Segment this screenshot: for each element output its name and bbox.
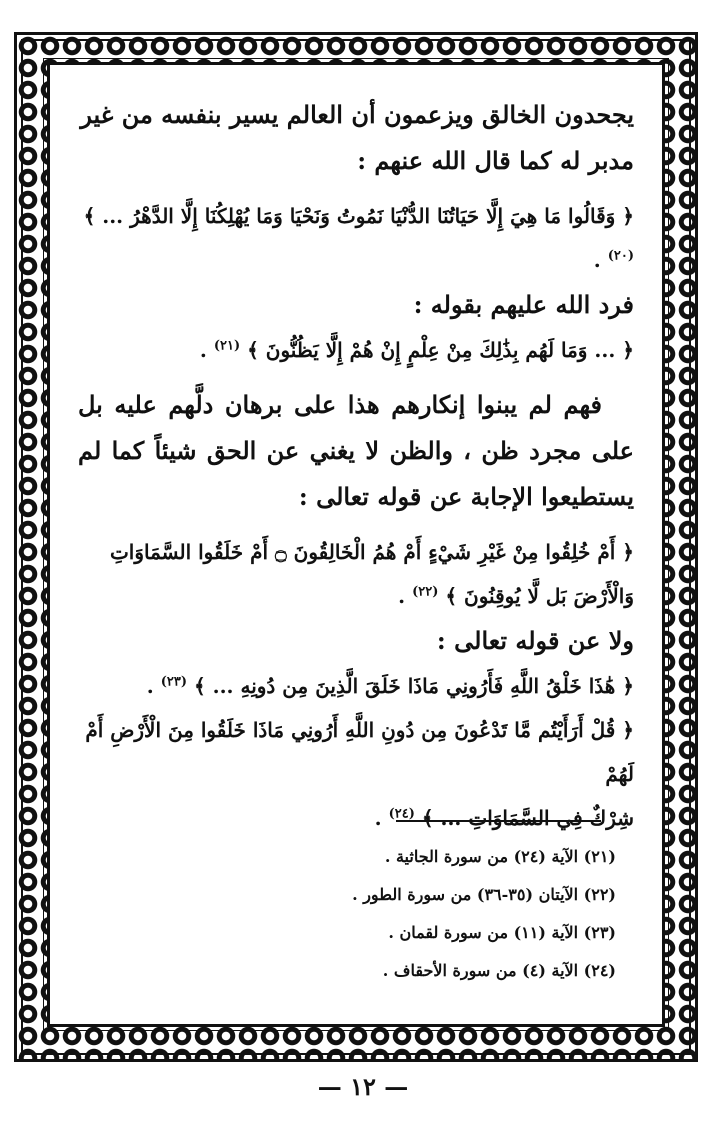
- quran-verse-5: ﴿ قُلْ أَرَأَيْتُم مَّا تَدْعُونَ مِن دُونِ اللَّهِ أَرُونِي مَاذَا خَلَقُوا مِنَ الْأَرْضِ أَمْ لَهُمْ شِرْكٌ فِي السَّمَاوَاتِ ... ﴾ $^{(٢٤)}$ .: [85, 718, 634, 830]
- quran-verse-3: ﴿ أَمْ خُلِقُوا مِنْ غَيْرِ شَيْءٍ أَمْ هُمُ الْخَالِقُونَ ۝ أَمْ خَلَقُوا السَّمَاوَاتِ وَالْأَرْضَ بَل لَّا يُوقِنُونَ ﴾ $^{(٢٢)}$ .: [109, 540, 634, 608]
- footnotes: [150, 838, 616, 990]
- footnote-item: (٢٤) الآية (٤) من سورة الأحقاف .: [382, 961, 616, 980]
- footnote-ref: (٢١): [213, 338, 241, 354]
- footnote-ref: (٢٣): [160, 674, 187, 690]
- quran-verse-1: ﴿ وَقَالُوا مَا هِيَ إِلَّا حَيَاتُنَا الدُّنْيَا نَمُوتُ وَنَحْيَا وَمَا يُهْلِكُنَا إِلَّا الدَّهْرُ ... ﴾ $^{(٢٠)}$ .: [83, 204, 634, 272]
- paragraph-intro: يجحدون الخالق ويزعمون أن العالم يسير بنفسه من غير مدبر له كما قال الله عنهم :: [80, 100, 634, 175]
- footnote-item: (٢١) الآية (٢٤) من سورة الجاثية .: [384, 847, 616, 866]
- footnote-item: (٢٢) الآيتان (٣٥-٣٦) من سورة الطور .: [352, 885, 616, 904]
- main-text: [78, 92, 634, 840]
- footnote-ref: (٢٤): [388, 806, 415, 822]
- footnote-divider: [396, 820, 601, 822]
- paragraph-transition: ولا عن قوله تعالى :: [436, 626, 634, 655]
- footnote-ref: (٢٢): [412, 584, 439, 600]
- quran-verse-2: ﴿ ... وَمَا لَهُم بِذَٰلِكَ مِنْ عِلْمٍ إِنْ هُمْ إِلَّا يَظُنُّونَ ﴾ $^{(٢١)}$ .: [199, 338, 634, 362]
- footnote-item: (٢٣) الآية (١١) من سورة لقمان .: [388, 923, 616, 942]
- quran-verse-4: ﴿ هَٰذَا خَلْقُ اللَّهِ فَأَرُونِي مَاذَا خَلَقَ الَّذِينَ مِن دُونِهِ ... ﴾ $^{(٢٣)}$ .: [146, 674, 634, 698]
- page-number: — ١٢ —: [317, 1072, 409, 1101]
- footnote-ref: (٢٠): [607, 248, 634, 264]
- paragraph-argument: فهم لم يبنوا إنكارهم هذا على برهان دلَّهم عليه بل على مجرد ظن ، والظن لا يغني عن الحق شيئاً كما لم يستطيعوا الإجابة عن قوله تعالى :: [78, 390, 634, 511]
- paragraph-response: فرد الله عليهم بقوله :: [413, 290, 634, 319]
